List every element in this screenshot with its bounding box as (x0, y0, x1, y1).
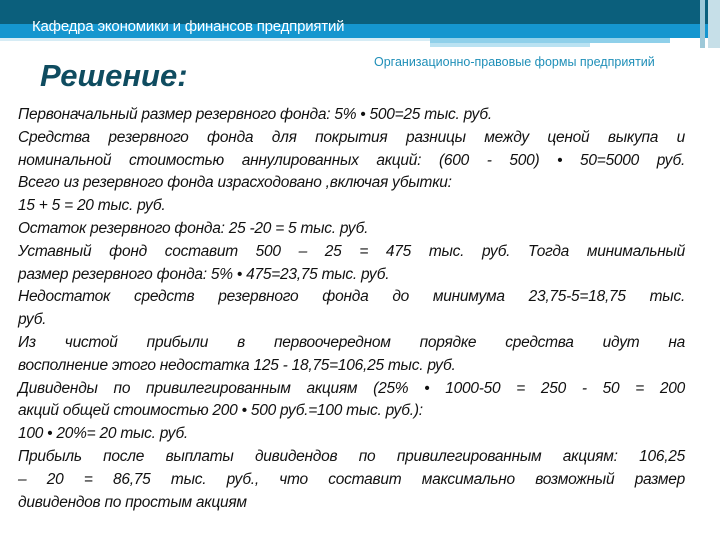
body-line: Всего из резервного фонда израсходовано ,включая убытки: (18, 174, 452, 192)
header-vertical-bar (700, 0, 705, 48)
body-line: дивидендов по простым акциям (18, 493, 247, 511)
body-line: Прибыль после выплаты дивидендов по привилегированным акциям: 106,25 (18, 447, 685, 465)
slide-body (18, 104, 685, 514)
slide-title: Решение: (40, 58, 188, 93)
body-line: номинальной стоимостью аннулированных акций: (600 - 500) • 50=5000 руб. (18, 151, 685, 169)
body-line: 15 + 5 = 20 тыс. руб. (18, 197, 166, 215)
body-line: Остаток резервного фонда: 25 -20 = 5 тыс. руб. (18, 219, 369, 237)
body-line: Средства резервного фонда для покрытия разницы между ценой выкупа и (18, 128, 685, 146)
header-vertical-bar-2 (708, 0, 720, 48)
department-title: Кафедра экономики и финансов предприятий (32, 18, 345, 35)
body-line: 100 • 20%= 20 тыс. руб. (18, 425, 188, 443)
body-line: Из чистой прибыли в первоочередном порядке средства идут на (18, 333, 685, 351)
body-line: акций общей стоимостью 200 • 500 руб.=100 тыс. руб.): (18, 402, 423, 420)
header-stripe-light-2 (430, 43, 590, 47)
body-line: руб. (18, 311, 47, 329)
body-line: Уставный фонд составит 500 – 25 = 475 тыс. руб. Тогда минимальный (18, 242, 685, 260)
body-line: Недостаток средств резервного фонда до минимума 23,75-5=18,75 тыс. (18, 288, 685, 306)
body-line: – 20 = 86,75 тыс. руб., что составит максимально возможный размер (18, 470, 685, 488)
body-line: Дивиденды по привилегированным акциям (25% • 1000-50 = 250 - 50 = 200 (18, 379, 685, 397)
body-line: восполнение этого недостатка 125 - 18,75=106,25 тыс. руб. (18, 356, 456, 374)
slide-subtitle: Организационно-правовые формы предприятий (374, 55, 655, 69)
body-line: размер резервного фонда: 5% • 475=23,75 тыс. руб. (18, 265, 390, 283)
body-line: Первоначальный размер резервного фонда: 5% • 500=25 тыс. руб. (18, 106, 492, 123)
header-stripe (0, 38, 430, 41)
